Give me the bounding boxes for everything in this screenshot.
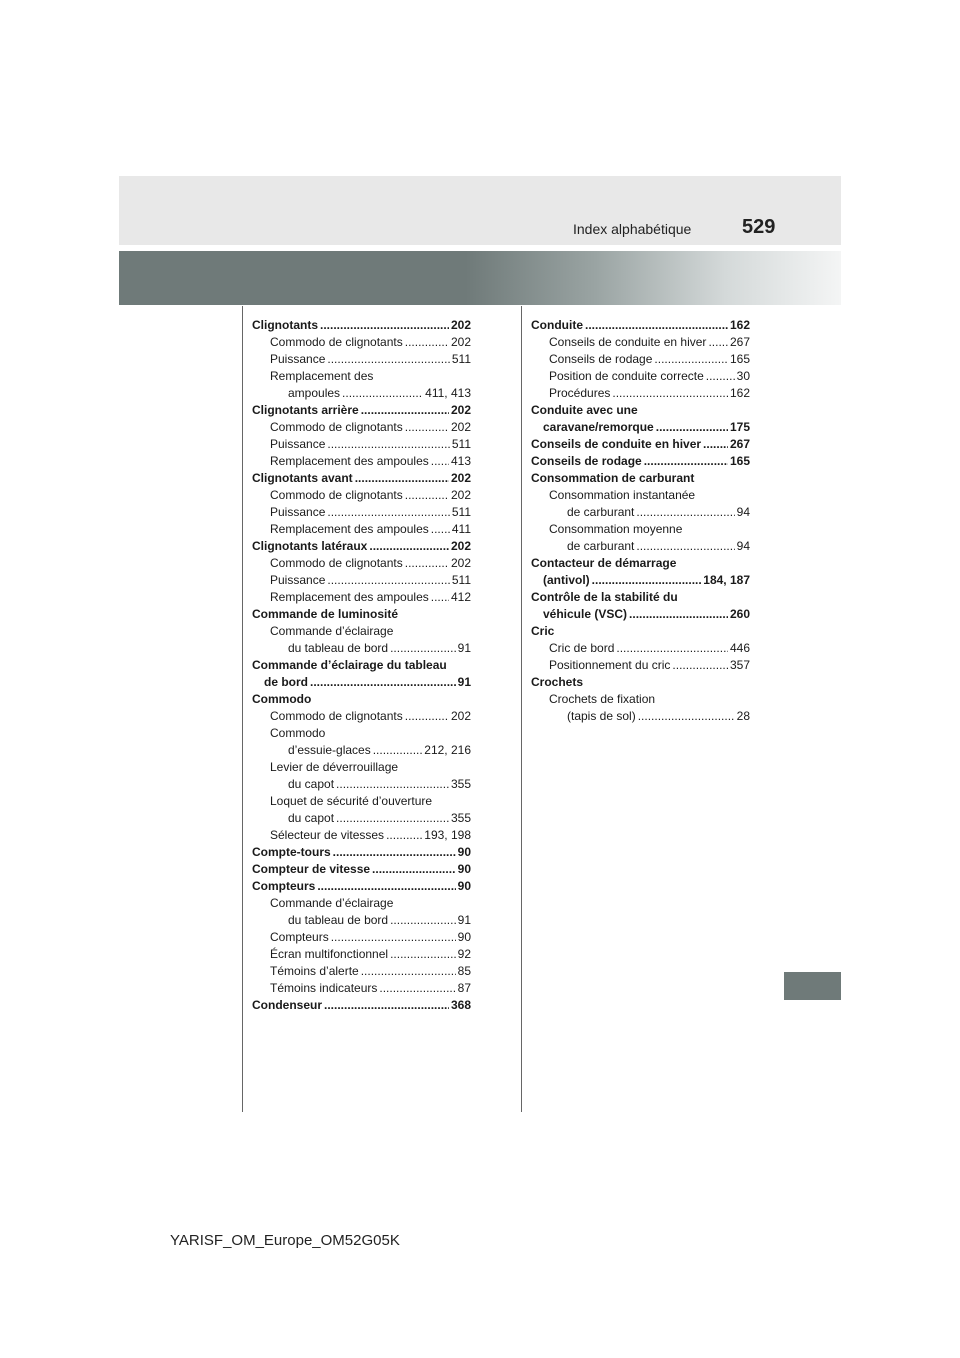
- index-entry: [252, 640, 471, 657]
- index-entry-label: Commodo de clignotants: [270, 488, 403, 502]
- index-entry: [252, 589, 471, 606]
- index-entry-page: 162: [729, 318, 750, 332]
- index-entry-label: Consommation instantanée: [549, 488, 696, 502]
- index-entry: [531, 419, 750, 436]
- dot-leader: [327, 572, 449, 589]
- index-entry: [252, 878, 471, 895]
- index-entry-page: 412: [450, 590, 471, 604]
- index-entry-label: caravane/remorque: [543, 420, 654, 434]
- index-entry: [252, 538, 471, 555]
- index-entry-page: 202: [450, 403, 471, 417]
- index-entry: [252, 351, 471, 368]
- index-entry-label: du capot: [288, 777, 335, 791]
- index-entry: [252, 521, 471, 538]
- index-entry-label: Crochets: [531, 675, 584, 689]
- dot-leader: [638, 708, 735, 725]
- index-entry-label: Commande de luminosité: [252, 607, 399, 621]
- section-title: Index alphabétique: [573, 221, 692, 237]
- index-entry-page: 357: [729, 658, 750, 672]
- index-entry: [531, 657, 750, 674]
- index-entry: [252, 912, 471, 929]
- dot-leader: [405, 555, 449, 572]
- index-entry-page: 202: [450, 709, 471, 723]
- dot-leader: [405, 708, 449, 725]
- index-entry: [252, 963, 471, 980]
- dot-leader: [361, 963, 456, 980]
- index-entry-page: 368: [450, 998, 471, 1012]
- index-entry: [531, 623, 750, 640]
- dot-leader: [616, 640, 728, 657]
- index-entry-label: Témoins d’alerte: [270, 964, 359, 978]
- index-entry-label: Condenseur: [252, 998, 323, 1012]
- index-entry-page: 511: [451, 505, 471, 519]
- index-entry-label: Clignotants: [252, 318, 318, 332]
- dot-leader: [592, 572, 702, 589]
- index-entry-label: Consommation de carburant: [531, 471, 695, 485]
- dot-leader: [629, 606, 728, 623]
- index-entry-page: 267: [729, 335, 750, 349]
- index-entry: [531, 521, 750, 538]
- index-entry-label: Remplacement des ampoules: [270, 590, 429, 604]
- index-entry-label: Clignotants avant: [252, 471, 353, 485]
- index-entry-page: 202: [450, 556, 471, 570]
- index-entry: [531, 368, 750, 385]
- index-entry: [252, 759, 471, 776]
- dot-leader: [636, 504, 734, 521]
- index-entry: [252, 691, 471, 708]
- header-band: [119, 176, 841, 245]
- index-entry-page: 90: [457, 930, 471, 944]
- index-entry: [531, 555, 750, 572]
- index-entry-page: 511: [451, 573, 471, 587]
- dot-leader: [431, 589, 449, 606]
- section-thumb-tab: [784, 972, 841, 1000]
- index-entry: [252, 827, 471, 844]
- dot-leader: [405, 487, 449, 504]
- index-entry: [252, 946, 471, 963]
- dot-leader: [333, 844, 456, 861]
- dot-leader: [310, 674, 456, 691]
- index-entry-label: Commodo de clignotants: [270, 420, 403, 434]
- index-entry-label: Conseils de conduite en hiver: [549, 335, 707, 349]
- dot-leader: [390, 912, 456, 929]
- index-entry-label: Cric: [531, 624, 555, 638]
- dot-leader: [708, 334, 728, 351]
- dot-leader: [324, 997, 449, 1014]
- index-entry-label: Écran multifonctionnel: [270, 947, 389, 961]
- dot-leader: [390, 946, 456, 963]
- index-entry: [252, 980, 471, 997]
- dot-leader: [706, 368, 735, 385]
- index-entry-label: Consommation moyenne: [549, 522, 683, 536]
- index-entry-label: Conseils de rodage: [531, 454, 642, 468]
- index-entry: [252, 317, 471, 334]
- index-entry-page: 411: [451, 522, 471, 536]
- dot-leader: [369, 538, 449, 555]
- dot-leader: [431, 521, 450, 538]
- index-entry-page: 260: [729, 607, 750, 621]
- index-entry-label: Compte-tours: [252, 845, 331, 859]
- index-entry-page: 94: [736, 539, 750, 553]
- dot-leader: [390, 640, 456, 657]
- index-entry-label: Puissance: [270, 573, 326, 587]
- index-entry-label: Remplacement des ampoules: [270, 522, 429, 536]
- index-entry-label: Commodo de clignotants: [270, 556, 403, 570]
- dot-leader: [703, 436, 728, 453]
- index-entry-label: Conduite: [531, 318, 583, 332]
- index-entry: [531, 402, 750, 419]
- dot-leader: [327, 436, 449, 453]
- index-entry-label: Sélecteur de vitesses: [270, 828, 385, 842]
- index-entry-label: du tableau de bord: [288, 913, 389, 927]
- index-entry-label: Procédures: [549, 386, 611, 400]
- index-entry-page: 165: [729, 352, 750, 366]
- index-entry: [252, 504, 471, 521]
- index-entry-label: Commande d’éclairage du tableau: [252, 658, 447, 672]
- index-entry-page: 91: [457, 913, 471, 927]
- index-entry: [531, 470, 750, 487]
- index-entry: [531, 453, 750, 470]
- index-entry-page: 175: [729, 420, 750, 434]
- index-entry: [252, 419, 471, 436]
- index-entry-label: véhicule (VSC): [543, 607, 628, 621]
- index-entry: [252, 436, 471, 453]
- index-entry-page: 511: [451, 437, 471, 451]
- index-entry: [531, 351, 750, 368]
- index-entry-page: 91: [457, 675, 471, 689]
- index-entry: [252, 776, 471, 793]
- dot-leader: [373, 742, 423, 759]
- index-entry-page: 202: [450, 488, 471, 502]
- index-entry-label: ampoules: [288, 386, 341, 400]
- dot-leader: [654, 351, 728, 368]
- index-entry-page: 413: [450, 454, 471, 468]
- index-entry-label: Remplacement des: [270, 369, 374, 383]
- index-entry-label: Position de conduite correcte: [549, 369, 704, 383]
- index-entry-label: Loquet de sécurité d’ouverture: [270, 794, 433, 808]
- dot-leader: [386, 827, 422, 844]
- index-entry-label: Contacteur de démarrage: [531, 556, 677, 570]
- index-entry-label: Commodo: [270, 726, 326, 740]
- dot-leader: [342, 385, 423, 402]
- index-entry-label: Puissance: [270, 437, 326, 451]
- index-entry-label: Compteurs: [270, 930, 329, 944]
- index-entry: [252, 623, 471, 640]
- index-entry-page: 90: [457, 862, 471, 876]
- decorative-gradient-band: [119, 251, 841, 305]
- index-entry-page: 267: [729, 437, 750, 451]
- index-entry: [252, 470, 471, 487]
- index-entry-label: Puissance: [270, 352, 326, 366]
- index-entry-page: 94: [736, 505, 750, 519]
- dot-leader: [320, 317, 449, 334]
- index-entry: [252, 572, 471, 589]
- index-entry-page: 90: [457, 879, 471, 893]
- index-entry: [531, 334, 750, 351]
- index-entry-label: du capot: [288, 811, 335, 825]
- index-entry-label: Cric de bord: [549, 641, 615, 655]
- index-entry-label: Clignotants arrière: [252, 403, 359, 417]
- index-entry: [531, 538, 750, 555]
- index-entry-page: 30: [736, 369, 750, 383]
- page-number: 529: [742, 216, 776, 238]
- dot-leader: [672, 657, 728, 674]
- index-entry-label: de carburant: [567, 539, 635, 553]
- index-entry-label: Conseils de conduite en hiver: [531, 437, 702, 451]
- index-entry: [531, 436, 750, 453]
- index-entry: [531, 572, 750, 589]
- index-entry: [252, 844, 471, 861]
- index-entry-label: Commande d’éclairage: [270, 624, 394, 638]
- index-entry: [252, 708, 471, 725]
- index-entry-page: 91: [457, 641, 471, 655]
- index-entry-label: du tableau de bord: [288, 641, 389, 655]
- dot-leader: [431, 453, 449, 470]
- index-entry-page: 355: [450, 777, 471, 791]
- left-column-rule: [242, 306, 243, 1112]
- index-entry-page: 212, 216: [424, 743, 471, 757]
- index-entry: [252, 997, 471, 1014]
- index-entry-label: Commodo de clignotants: [270, 335, 403, 349]
- index-entry: [531, 606, 750, 623]
- index-entry: [252, 555, 471, 572]
- middle-column-rule: [521, 306, 522, 1112]
- index-entry-page: 90: [457, 845, 471, 859]
- dot-leader: [585, 317, 728, 334]
- index-entry: [531, 385, 750, 402]
- index-entry-label: Compteur de vitesse: [252, 862, 371, 876]
- index-entry-label: Puissance: [270, 505, 326, 519]
- index-entry: [531, 708, 750, 725]
- index-entry-label: Positionnement du cric: [549, 658, 671, 672]
- index-entry: [252, 385, 471, 402]
- index-entry-page: 202: [450, 471, 471, 485]
- index-entry: [252, 674, 471, 691]
- index-entry-label: Clignotants latéraux: [252, 539, 368, 553]
- index-entry-page: 355: [450, 811, 471, 825]
- index-entry-label: d’essuie-glaces: [288, 743, 371, 757]
- index-entry-label: Commodo: [252, 692, 312, 706]
- index-entry-page: 85: [457, 964, 471, 978]
- dot-leader: [405, 334, 449, 351]
- index-entry: [252, 657, 471, 674]
- dot-leader: [405, 419, 449, 436]
- dot-leader: [336, 776, 449, 793]
- dot-leader: [331, 929, 456, 946]
- dot-leader: [644, 453, 728, 470]
- index-entry-page: 511: [451, 352, 471, 366]
- index-column-right: [531, 317, 750, 725]
- index-entry-label: Commande d’éclairage: [270, 896, 394, 910]
- index-entry-page: 28: [736, 709, 750, 723]
- index-entry-page: 202: [450, 539, 471, 553]
- index-entry-page: 202: [450, 318, 471, 332]
- index-entry-page: 202: [450, 420, 471, 434]
- dot-leader: [372, 861, 456, 878]
- document-code: YARISF_OM_Europe_OM52G05K: [170, 1232, 400, 1249]
- index-entry-label: Témoins indicateurs: [270, 981, 378, 995]
- index-entry: [252, 929, 471, 946]
- index-entry: [252, 895, 471, 912]
- index-entry: [531, 589, 750, 606]
- index-entry: [252, 334, 471, 351]
- index-entry: [252, 810, 471, 827]
- index-entry-label: (tapis de sol): [567, 709, 636, 723]
- index-entry-label: Crochets de fixation: [549, 692, 656, 706]
- index-entry-page: 92: [457, 947, 471, 961]
- dot-leader: [379, 980, 455, 997]
- index-entry-label: Commodo de clignotants: [270, 709, 403, 723]
- index-entry: [252, 487, 471, 504]
- index-entry-label: Contrôle de la stabilité du: [531, 590, 678, 604]
- index-entry: [252, 861, 471, 878]
- index-entry-page: 411, 413: [425, 386, 471, 400]
- index-entry: [252, 725, 471, 742]
- index-entry-page: 184, 187: [703, 573, 750, 587]
- dot-leader: [636, 538, 734, 555]
- index-entry: [531, 691, 750, 708]
- index-entry-label: de carburant: [567, 505, 635, 519]
- index-entry: [252, 606, 471, 623]
- index-entry: [252, 368, 471, 385]
- index-entry-page: 202: [450, 335, 471, 349]
- index-column-left: [252, 317, 471, 1014]
- index-entry-label: Conseils de rodage: [549, 352, 653, 366]
- index-entry-page: 87: [457, 981, 471, 995]
- index-entry: [252, 453, 471, 470]
- index-entry-label: Remplacement des ampoules: [270, 454, 429, 468]
- dot-leader: [361, 402, 449, 419]
- index-entry-label: Compteurs: [252, 879, 316, 893]
- index-entry-label: Conduite avec une: [531, 403, 638, 417]
- dot-leader: [327, 351, 449, 368]
- index-entry-label: (antivol): [543, 573, 590, 587]
- index-entry: [531, 504, 750, 521]
- dot-leader: [355, 470, 449, 487]
- index-entry-page: 446: [729, 641, 750, 655]
- dot-leader: [612, 385, 728, 402]
- index-entry: [531, 674, 750, 691]
- index-entry: [531, 640, 750, 657]
- index-entry-page: 165: [729, 454, 750, 468]
- index-entry: [252, 793, 471, 810]
- index-entry-label: Levier de déverrouillage: [270, 760, 399, 774]
- index-entry: [531, 317, 750, 334]
- dot-leader: [327, 504, 449, 521]
- dot-leader: [336, 810, 449, 827]
- dot-leader: [317, 878, 455, 895]
- index-entry: [252, 402, 471, 419]
- index-entry-label: de bord: [264, 675, 308, 689]
- index-entry-page: 162: [729, 386, 750, 400]
- index-entry: [252, 742, 471, 759]
- index-entry-page: 193, 198: [424, 828, 471, 842]
- index-entry: [531, 487, 750, 504]
- dot-leader: [656, 419, 728, 436]
